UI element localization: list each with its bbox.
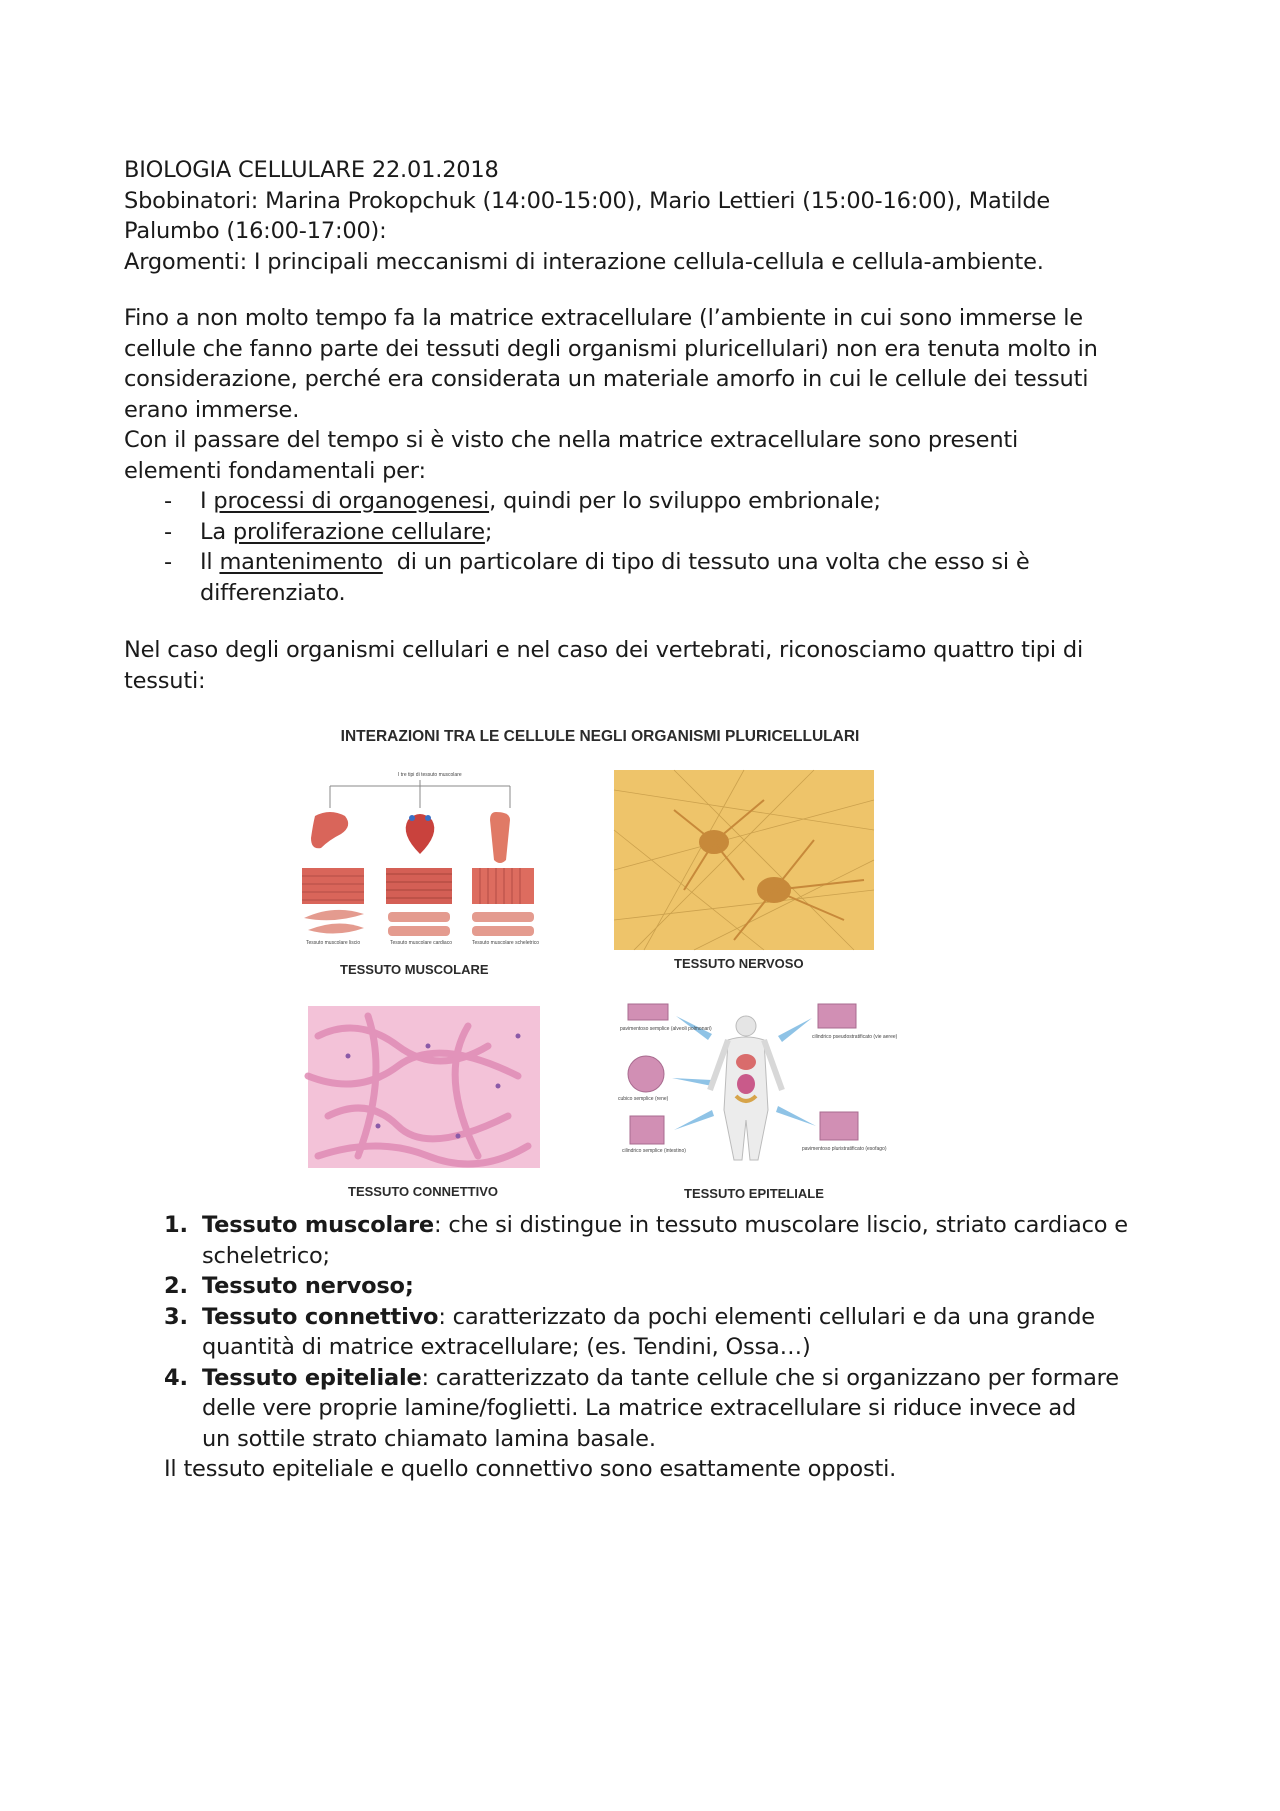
list-number: 3. bbox=[164, 1303, 188, 1330]
bullet-dash: - bbox=[164, 518, 172, 545]
list-item bbox=[124, 1363, 1184, 1455]
muscle-header-label: I tre tipi di tessuto muscolare bbox=[398, 772, 462, 778]
tissue-description: : caratterizzato da pochi elementi cellulari e da una grande bbox=[438, 1303, 1095, 1330]
epithelial-caption: TESSUTO EPITELIALE bbox=[684, 1186, 824, 1201]
tissue-description-continuation: un sottile strato chiamato lamina basale. bbox=[202, 1425, 656, 1452]
muscle-label: Tessuto muscolare cardiaco bbox=[390, 940, 452, 946]
epithelial-tissue-panel bbox=[616, 1000, 898, 1176]
bullet-text: , quindi per lo sviluppo embrionale; bbox=[489, 488, 881, 514]
list-item bbox=[124, 486, 1164, 517]
bullet-dash: - bbox=[164, 488, 172, 514]
connective-caption: TESSUTO CONNETTIVO bbox=[348, 1184, 498, 1199]
list-number: 2. bbox=[164, 1273, 188, 1299]
tissue-description: : caratterizzato da tante cellule che si organizzano per formare bbox=[421, 1364, 1119, 1391]
document-title: BIOLOGIA CELLULARE 22.01.2018 bbox=[124, 157, 499, 183]
underlined-term: processi di organogenesi bbox=[213, 488, 490, 514]
intro-paragraph-line: Fino a non molto tempo fa la matrice extracellulare (l’ambiente in cui sono immerse le bbox=[124, 305, 1083, 331]
connective-tissue-panel bbox=[308, 1006, 540, 1168]
tissue-description-continuation: scheletrico; bbox=[202, 1242, 330, 1269]
tissue-title: Tessuto epiteliale bbox=[202, 1364, 422, 1391]
tissue-types-list bbox=[124, 1210, 1184, 1454]
tissue-title: Tessuto muscolare bbox=[202, 1212, 434, 1238]
list-item bbox=[124, 547, 1164, 608]
muscle-tissue-illustration bbox=[300, 768, 540, 948]
tissue-intro-line: Nel caso degli organismi cellulari e nel caso dei vertebrati, riconosciamo quattro tipi di bbox=[124, 637, 1084, 663]
list-item bbox=[124, 1271, 1184, 1302]
intro-section bbox=[124, 303, 1164, 608]
muscle-label: Tessuto muscolare liscio bbox=[306, 940, 361, 946]
intro-paragraph-line: Con il passare del tempo si è visto che nella matrice extracellulare sono presenti bbox=[124, 427, 1019, 453]
bullet-text: ; bbox=[484, 518, 493, 545]
list-number: 1. bbox=[164, 1212, 188, 1238]
intestine-icon bbox=[311, 812, 348, 848]
intro-paragraph-line: considerazione, perché era considerata un materiale amorfo in cui le cellule dei tessuti bbox=[124, 366, 1089, 392]
tissue-title: Tessuto nervoso; bbox=[202, 1273, 414, 1299]
epithelial-label: pavimentoso pluristratificato (esofago) bbox=[802, 1146, 887, 1152]
muscle-label: Tessuto muscolare scheletrico bbox=[472, 940, 539, 946]
bullet-text: di un particolare di tipo di tessuto una volta che esso si è bbox=[382, 549, 1030, 575]
intro-paragraph-line: cellule che fanno parte dei tessuti degli organismi pluricellulari) non era tenuta molto in bbox=[124, 335, 1098, 362]
document-header bbox=[124, 155, 1164, 277]
figure-title: INTERAZIONI TRA LE CELLULE NEGLI ORGANISMI PLURICELLULARI bbox=[340, 728, 860, 745]
human-figure-icon bbox=[710, 1016, 782, 1160]
closing-sentence: Il tessuto epiteliale e quello connettivo sono esattamente opposti. bbox=[164, 1456, 897, 1482]
list-item bbox=[124, 517, 1164, 548]
skeletal-muscle-icon bbox=[490, 812, 510, 863]
transcribers-line: Palumbo (16:00-17:00): bbox=[124, 218, 387, 244]
tissue-figure bbox=[290, 728, 910, 1208]
tissue-types-section bbox=[124, 1210, 1184, 1485]
bullet-text: I bbox=[200, 488, 214, 514]
epithelial-label: pavimentoso semplice (alveoli polmonari) bbox=[620, 1026, 712, 1032]
bullet-text: La bbox=[200, 518, 233, 545]
tissue-intro-line: tessuti: bbox=[124, 667, 206, 694]
tissue-description-continuation: quantità di matrice extracellulare; (es. Tendini, Ossa…) bbox=[202, 1334, 811, 1360]
list-item bbox=[124, 1210, 1184, 1271]
muscle-tissue-panel bbox=[300, 768, 540, 948]
list-item bbox=[124, 1302, 1184, 1363]
neuron-illustration bbox=[614, 770, 874, 950]
nervous-caption: TESSUTO NERVOSO bbox=[674, 956, 804, 971]
topics-line: Argomenti: I principali meccanismi di interazione cellula-cellula e cellula-ambiente. bbox=[124, 248, 1044, 275]
bullet-dash: - bbox=[164, 549, 172, 575]
intro-paragraph-line: erano immerse. bbox=[124, 396, 300, 423]
epithelial-label: cilindrico pseudostratificato (vie aeree) bbox=[812, 1034, 898, 1040]
nervous-tissue-panel bbox=[614, 770, 874, 950]
bullet-list bbox=[124, 486, 1164, 608]
epithelial-illustration bbox=[616, 1000, 898, 1176]
tissue-intro bbox=[124, 635, 1164, 696]
bullet-continuation: differenziato. bbox=[200, 579, 346, 606]
underlined-term: proliferazione cellulare bbox=[232, 518, 485, 545]
intro-paragraph-line: elementi fondamentali per: bbox=[124, 457, 426, 484]
bullet-text: Il bbox=[200, 549, 220, 575]
muscle-caption: TESSUTO MUSCOLARE bbox=[340, 962, 489, 977]
epithelial-label: cilindrico semplice (intestino) bbox=[622, 1148, 686, 1154]
muscle-cell-row bbox=[304, 910, 534, 936]
tissue-title: Tessuto connettivo bbox=[202, 1303, 439, 1330]
epithelial-label: cubico semplice (rene) bbox=[618, 1096, 669, 1102]
muscle-histology-row bbox=[302, 868, 534, 904]
list-number: 4. bbox=[164, 1364, 188, 1391]
transcribers-line: Sbobinatori: Marina Prokopchuk (14:00-15:00), Mario Lettieri (15:00-16:00), Matilde bbox=[124, 187, 1051, 214]
underlined-term: mantenimento bbox=[219, 549, 383, 575]
tissue-description: : che si distingue in tessuto muscolare liscio, striato cardiaco e bbox=[433, 1212, 1128, 1238]
connective-illustration bbox=[308, 1006, 540, 1168]
tissue-description-continuation: delle vere proprie lamine/foglietti. La matrice extracellulare si riduce invece ad bbox=[202, 1395, 1077, 1421]
